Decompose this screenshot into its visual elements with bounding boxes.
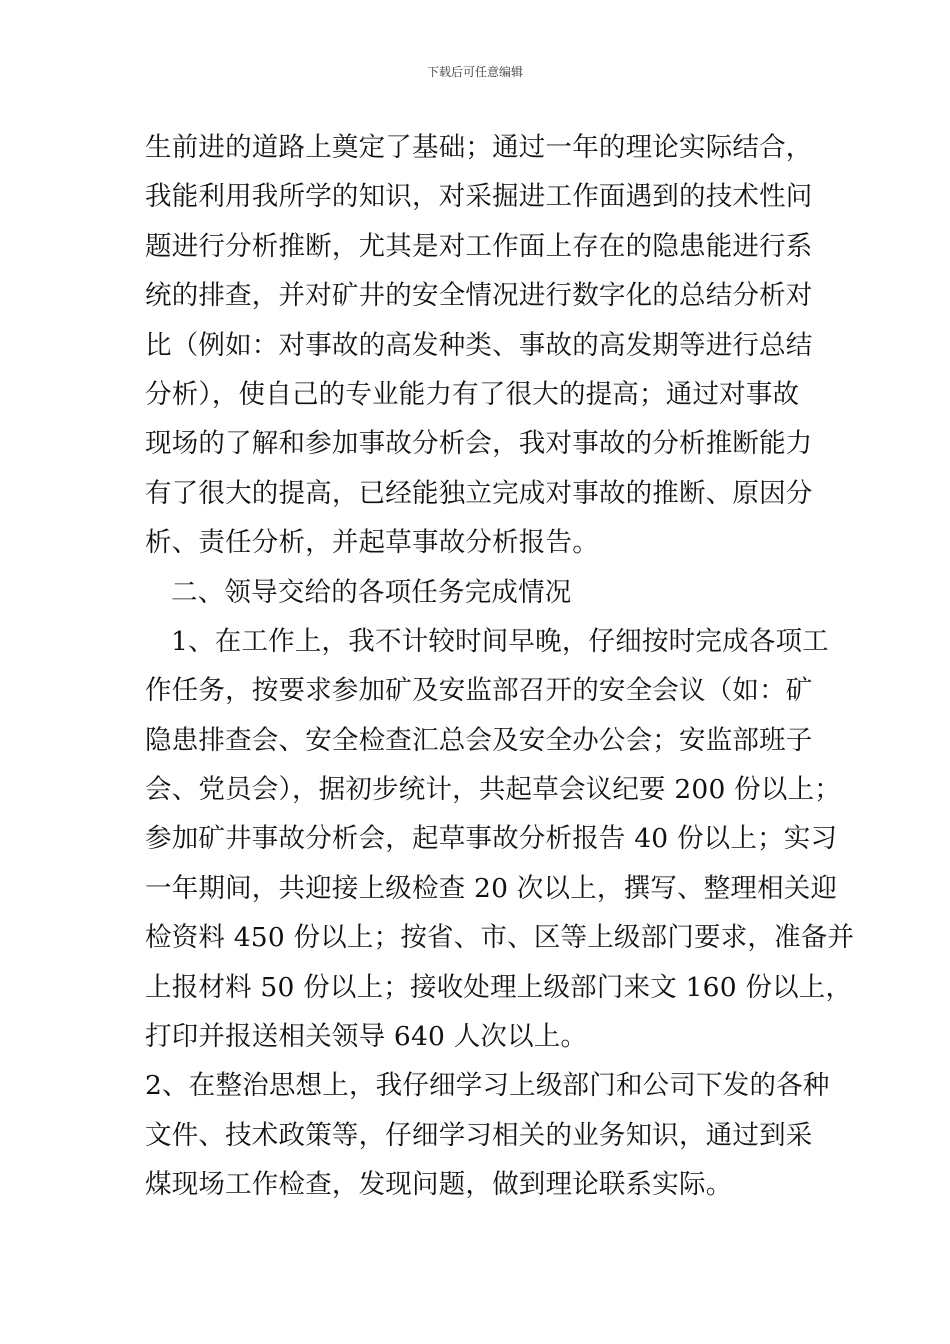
text-line: 析、责任分析，并起草事故分析报告。 — [145, 527, 599, 559]
section-heading: 二、领导交给的各项任务完成情况 — [171, 576, 572, 608]
text-line: 打印并报送相关领导 640 人次以上。 — [145, 1021, 588, 1053]
text-line: 上报材料 50 份以上；接收处理上级部门来文 160 份以上， — [145, 971, 853, 1003]
text-line: 作任务，按要求参加矿及安监部召开的安全会议（如：矿 — [145, 675, 813, 707]
text-line: 一年期间，共迎接上级检查 20 次以上，撰写、整理相关迎 — [145, 872, 838, 904]
text-line: 题进行分析推断，尤其是对工作面上存在的隐患能进行系 — [145, 230, 813, 262]
text-line: 有了很大的提高，已经能独立完成对事故的推断、原因分 — [145, 477, 813, 509]
text-line: 文件、技术政策等，仔细学习相关的业务知识，通过到采 — [145, 1119, 813, 1151]
text-line: 煤现场工作检查，发现问题，做到理论联系实际。 — [145, 1169, 733, 1201]
text-line: 分析），使自己的专业能力有了很大的提高；通过对事故 — [145, 378, 800, 410]
text-line: 参加矿井事故分析会，起草事故分析报告 40 份以上；实习 — [145, 823, 838, 855]
text-line: 1、在工作上，我不计较时间早晚，仔细按时完成各项工 — [171, 625, 829, 657]
text-line: 2、在整治思想上，我仔细学习上级部门和公司下发的各种 — [145, 1070, 830, 1102]
text-line: 我能利用我所学的知识，对采掘进工作面遇到的技术性问 — [145, 181, 813, 213]
text-line: 生前进的道路上奠定了基础；通过一年的理论实际结合， — [145, 132, 813, 163]
text-line: 检资料 450 份以上；按省、市、区等上级部门要求，准备并 — [145, 922, 855, 954]
text-line: 现场的了解和参加事故分析会，我对事故的分析推断能力 — [145, 428, 813, 460]
text-line: 比（例如：对事故的高发种类、事故的高发期等进行总结 — [145, 329, 813, 361]
text-line: 隐患排查会、安全检查汇总会及安全办公会；安监部班子 — [145, 724, 813, 756]
document-body — [145, 123, 855, 1210]
text-line: 统的排查，并对矿井的安全情况进行数字化的总结分析对 — [145, 280, 813, 312]
page-header: 下载后可任意编辑 — [426, 65, 523, 79]
text-line: 会、党员会），据初步统计，共起草会议纪要 200 份以上； — [145, 774, 841, 806]
